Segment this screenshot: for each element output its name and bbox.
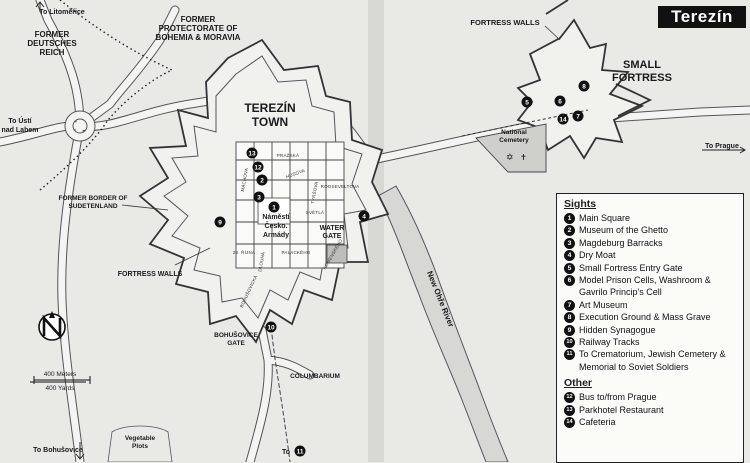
legend-item (564, 224, 737, 236)
legend-item (564, 237, 737, 249)
label-fortress-walls-top: FORTRESS WALLS (470, 18, 540, 27)
legend-number-icon: 12 (564, 392, 575, 403)
legend-label: Main Square (579, 213, 631, 223)
legend-label: Model Prison Cells, Washroom & Gavrilo Princip's Cell (579, 275, 711, 298)
marker-6 (555, 96, 566, 107)
street-svetla: SVĚTLÁ (305, 210, 325, 215)
label-fortress-walls-bottom: FORTRESS WALLS (117, 271, 183, 278)
scale-yards: 400 Yards (45, 385, 75, 392)
legend-item (564, 324, 737, 336)
legend-number-icon: 9 (564, 325, 575, 336)
legend-number-icon: 11 (564, 349, 575, 360)
map-legend (556, 193, 744, 463)
label-square-2: Česko. (264, 223, 288, 230)
label-usti-1: To Ústí (8, 118, 32, 125)
svg-text:3: 3 (257, 194, 261, 202)
marker-7 (573, 111, 584, 122)
label-small-fortress-2: FORTRESS (612, 72, 672, 84)
legend-label: Dry Moat (579, 250, 616, 261)
legend-label: Execution Ground & Mass Grave (579, 312, 711, 323)
legend-item (564, 404, 737, 416)
legend-number-icon: 5 (564, 263, 575, 274)
label-water-gate-1: WATER (319, 225, 345, 232)
legend-number-icon: 14 (564, 417, 575, 428)
marker-2 (257, 175, 268, 186)
label-vegetable-2: Plots (132, 443, 148, 450)
street-prazska: PRAŽSKÁ (276, 153, 300, 158)
legend-number-icon: 3 (564, 238, 575, 249)
legend-number-icon: 7 (564, 300, 575, 311)
label-former-reich-1: FORMER (34, 30, 70, 39)
label-sudeten-2: SUDETENLAND (68, 203, 118, 210)
label-sudeten-1: FORMER BORDER OF (58, 195, 128, 202)
marker-1 (269, 202, 280, 213)
legend-item (564, 249, 737, 261)
legend-number-icon: 2 (564, 225, 575, 236)
svg-text:1: 1 (272, 204, 276, 212)
legend-item (564, 348, 737, 373)
svg-text:11: 11 (296, 448, 304, 456)
scale-meters: 400 Meters (43, 371, 77, 378)
label-vegetable-1: Vegetable (124, 435, 156, 442)
marker-10 (266, 322, 277, 333)
label-cemetery-1: National (501, 129, 527, 136)
legend-item (564, 311, 737, 323)
legend-label: Small Fortress Entry Gate (579, 262, 683, 273)
legend-number-icon: 8 (564, 312, 575, 323)
legend-label: Cafeteria (579, 417, 616, 428)
label-to-11: To (281, 449, 291, 456)
street-komenskeho: KOMENSKÉHO (321, 238, 344, 271)
legend-other-heading: Other (564, 377, 593, 390)
legend-item (564, 274, 737, 299)
legend-item (564, 262, 737, 274)
cross-icon: ✝ (520, 153, 527, 162)
svg-text:5: 5 (525, 99, 529, 107)
svg-text:13: 13 (248, 150, 256, 158)
label-bohusovice-gate-1: BOHUŠOVICE (214, 332, 258, 339)
legend-item (564, 299, 737, 311)
label-usti-2: nad Labem (1, 127, 39, 134)
street-dlouha: DLOUHÁ (257, 251, 266, 273)
svg-text:7: 7 (576, 113, 580, 121)
street-bohusovicka: BOHUŠOVICKÁ (238, 274, 259, 309)
marker-9 (215, 217, 226, 228)
legend-item (564, 391, 737, 403)
label-protectorate-2: PROTECTORATE OF (158, 24, 238, 33)
street-machova: MÁCHOVA (239, 167, 250, 192)
marker-3 (254, 192, 265, 203)
label-bohusovice-gate-2: GATE (227, 340, 245, 347)
legend-label: Railway Tracks (579, 337, 640, 348)
legend-sights-heading: Sights (564, 198, 597, 210)
label-small-fortress-1: SMALL (623, 59, 661, 71)
legend-number-icon: 4 (564, 250, 575, 261)
street-tyrsova: TYRŠOVA (310, 181, 319, 205)
svg-text:8: 8 (582, 83, 586, 91)
label-to-prague: To Prague (705, 143, 739, 150)
label-cemetery-2: Cemetery (499, 137, 529, 144)
label-water-gate-2: GATE (322, 233, 342, 240)
river-label: New Ohře River (424, 269, 456, 329)
marker-5 (522, 97, 533, 108)
marker-13 (247, 148, 258, 159)
street-28-rijna: 28. ŘÍJNA (232, 250, 256, 255)
label-former-reich-2: DEUTSCHES (27, 39, 77, 48)
legend-label: To Crematorium, Jewish Cemetery & Memorial to Soviet Soldiers (579, 349, 726, 372)
page-fold (368, 0, 384, 462)
legend-label: Art Museum (579, 299, 628, 310)
label-columbarium: COLUMBARIUM (290, 373, 340, 380)
label-town-1: TEREZÍN (244, 101, 296, 115)
legend-number-icon: 6 (564, 275, 575, 286)
svg-text:12: 12 (254, 164, 262, 172)
label-square-1: Náměstí (262, 214, 290, 221)
label-square-3: Armády (262, 232, 290, 239)
legend-label: Magdeburg Barracks (579, 237, 663, 248)
label-to-bohusovice: To Bohušovice (33, 447, 83, 454)
marker-14 (558, 114, 569, 125)
legend-label: Museum of the Ghetto (579, 225, 669, 236)
street-husova: HUSOVA (285, 167, 306, 180)
legend-item (564, 212, 737, 224)
legend-label: Parkhotel Restaurant (579, 404, 664, 415)
legend-label: Bus to/from Prague (579, 392, 657, 403)
label-protectorate-3: BOHEMIA & MORAVIA (155, 33, 241, 42)
legend-label: Hidden Synagogue (579, 324, 656, 335)
marker-12 (253, 162, 264, 173)
label-litomerice: To Litoměřice (39, 9, 85, 16)
svg-text:10: 10 (267, 324, 275, 332)
legend-number-icon: 10 (564, 337, 575, 348)
street-rooseveltova: ROOSEVELTOVA (320, 184, 360, 189)
legend-item (564, 336, 737, 348)
label-town-2: TOWN (251, 115, 289, 129)
legend-number-icon: 1 (564, 213, 575, 224)
svg-text:9: 9 (218, 219, 222, 227)
legend-item (564, 416, 737, 428)
svg-text:6: 6 (558, 98, 562, 106)
svg-text:14: 14 (559, 116, 567, 124)
street-palackeho: PALACKÉHO (281, 250, 311, 255)
title-badge: Terezín (658, 6, 746, 28)
star-of-david-icon: ✡ (506, 153, 514, 163)
marker-8 (579, 81, 590, 92)
legend-number-icon: 13 (564, 405, 575, 416)
marker-4 (359, 211, 370, 222)
svg-text:4: 4 (362, 213, 366, 221)
label-protectorate-1: FORMER (180, 15, 216, 24)
svg-text:2: 2 (260, 177, 264, 185)
label-former-reich-3: REICH (39, 48, 65, 57)
